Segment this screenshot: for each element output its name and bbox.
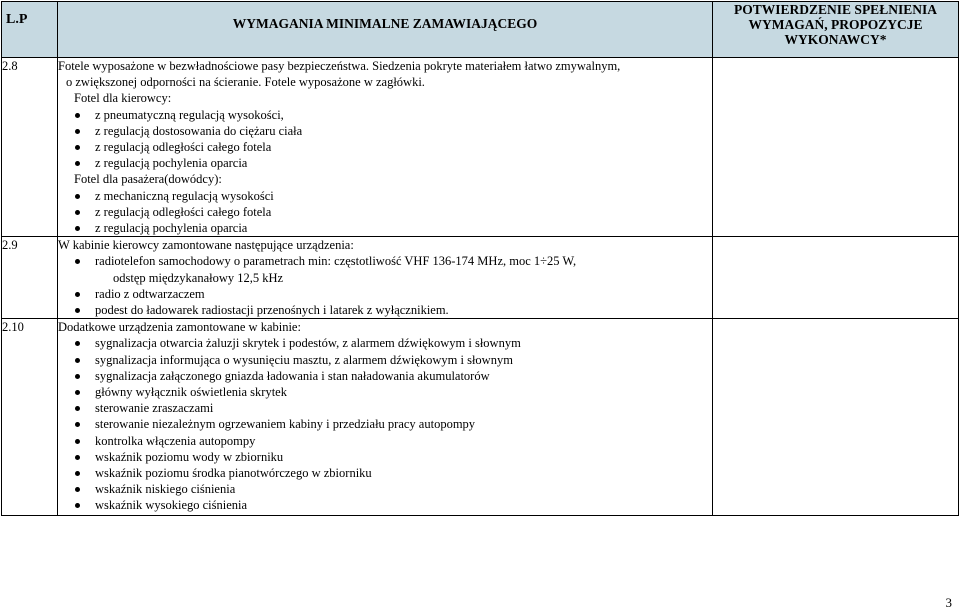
bullet-icon bbox=[75, 113, 80, 118]
list-item: sterowanie niezależnym ogrzewaniem kabiny i przedziału pracy autopompy bbox=[74, 416, 712, 432]
bullet-icon bbox=[75, 503, 80, 508]
list-item: radio z odtwarzaczem bbox=[74, 286, 712, 302]
passenger-seat-heading: Fotel dla pasażera(dowódcy): bbox=[74, 172, 222, 187]
bullet-icon bbox=[75, 210, 80, 215]
header-confirmation: POTWIERDZENIE SPEŁNIENIA WYMAGAŃ, PROPOZYCJE WYKONAWCY* bbox=[713, 2, 959, 58]
text-line: Fotele wyposażone w bezwładnościowe pasy bezpieczeństwa. Siedzenia pokryte materiałem łatwo zmywalnym, bbox=[58, 59, 621, 73]
bullet-icon bbox=[75, 259, 80, 264]
list-item: z regulacją pochylenia oparcia bbox=[74, 155, 712, 171]
bullet-icon bbox=[75, 145, 80, 150]
bullet-icon bbox=[75, 374, 80, 379]
header-requirements: WYMAGANIA MINIMALNE ZAMAWIAJĄCEGO bbox=[58, 2, 713, 58]
list-item: sygnalizacja otwarcia żaluzji skrytek i podestów, z alarmem dźwiękowym i słownym bbox=[74, 335, 712, 351]
list-item: wskaźnik niskiego ciśnienia bbox=[74, 481, 712, 497]
bullet-icon bbox=[75, 358, 80, 363]
list-item: z pneumatyczną regulacją wysokości, bbox=[74, 107, 712, 123]
list-item: z mechaniczną regulacją wysokości bbox=[74, 188, 712, 204]
list-item: radiotelefon samochodowy o parametrach min: częstotliwość VHF 136-174 MHz, moc 1÷25 W, bbox=[74, 253, 712, 269]
additional-devices-list bbox=[58, 335, 712, 513]
list-item: z regulacją odległości całego fotela bbox=[74, 139, 712, 155]
bullet-icon bbox=[75, 406, 80, 411]
driver-seat-heading: Fotel dla kierowcy: bbox=[74, 91, 172, 106]
list-item: sygnalizacja informująca o wysunięciu masztu, z alarmem dźwiękowym i słownym bbox=[74, 352, 712, 368]
table-row bbox=[2, 319, 959, 515]
list-item: z regulacją pochylenia oparcia bbox=[74, 220, 712, 236]
list-item: wskaźnik poziomu wody w zbiorniku bbox=[74, 449, 712, 465]
list-item: główny wyłącznik oświetlenia skrytek bbox=[74, 384, 712, 400]
table-row bbox=[2, 58, 959, 237]
list-item: kontrolka włączenia autopompy bbox=[74, 433, 712, 449]
list-item: z regulacją odległości całego fotela bbox=[74, 204, 712, 220]
list-item: podest do ładowarek radiostacji przenośnych i latarek z wyłącznikiem. bbox=[74, 302, 712, 318]
list-item: sygnalizacja załączonego gniazda ładowania i stan naładowania akumulatorów bbox=[74, 368, 712, 384]
passenger-seat-list bbox=[58, 188, 712, 237]
driver-seat-list bbox=[58, 107, 712, 172]
requirements-table bbox=[1, 1, 959, 516]
row-content bbox=[58, 58, 713, 237]
list-item: wskaźnik wysokiego ciśnienia bbox=[74, 497, 712, 513]
header-lp: L.P bbox=[2, 2, 58, 58]
confirmation-cell[interactable] bbox=[713, 319, 959, 515]
bullet-icon bbox=[75, 487, 80, 492]
list-item: z regulacją dostosowania do ciężaru ciała bbox=[74, 123, 712, 139]
bullet-icon bbox=[75, 161, 80, 166]
bullet-icon bbox=[75, 308, 80, 313]
row-content bbox=[58, 319, 713, 515]
list-item-continuation: odstęp międzykanałowy 12,5 kHz bbox=[113, 270, 284, 285]
bullet-icon bbox=[75, 194, 80, 199]
bullet-icon bbox=[75, 390, 80, 395]
bullet-icon bbox=[75, 422, 80, 427]
row-number: 2.8 bbox=[2, 58, 58, 237]
row-heading: W kabinie kierowcy zamontowane następujące urządzenia: bbox=[58, 238, 354, 253]
confirmation-cell[interactable] bbox=[713, 58, 959, 237]
row-content bbox=[58, 237, 713, 319]
confirmation-cell[interactable] bbox=[713, 237, 959, 319]
bullet-icon bbox=[75, 471, 80, 476]
list-item: wskaźnik poziomu środka pianotwórczego w zbiorniku bbox=[74, 465, 712, 481]
bullet-icon bbox=[75, 292, 80, 297]
bullet-icon bbox=[75, 226, 80, 231]
bullet-icon bbox=[75, 341, 80, 346]
bullet-icon bbox=[75, 455, 80, 460]
row-number: 2.10 bbox=[2, 319, 58, 515]
page-number: 3 bbox=[945, 595, 952, 610]
row-heading: Dodatkowe urządzenia zamontowane w kabinie: bbox=[58, 320, 301, 335]
bullet-icon bbox=[75, 439, 80, 444]
row-number: 2.9 bbox=[2, 237, 58, 319]
table-row bbox=[2, 237, 959, 319]
text-line: o zwiększonej odporności na ścieranie. Fotele wyposażone w zagłówki. bbox=[66, 75, 425, 90]
table-header-row bbox=[2, 2, 959, 58]
cabin-devices-list bbox=[58, 253, 712, 318]
list-item: sterowanie zraszaczami bbox=[74, 400, 712, 416]
bullet-icon bbox=[75, 129, 80, 134]
